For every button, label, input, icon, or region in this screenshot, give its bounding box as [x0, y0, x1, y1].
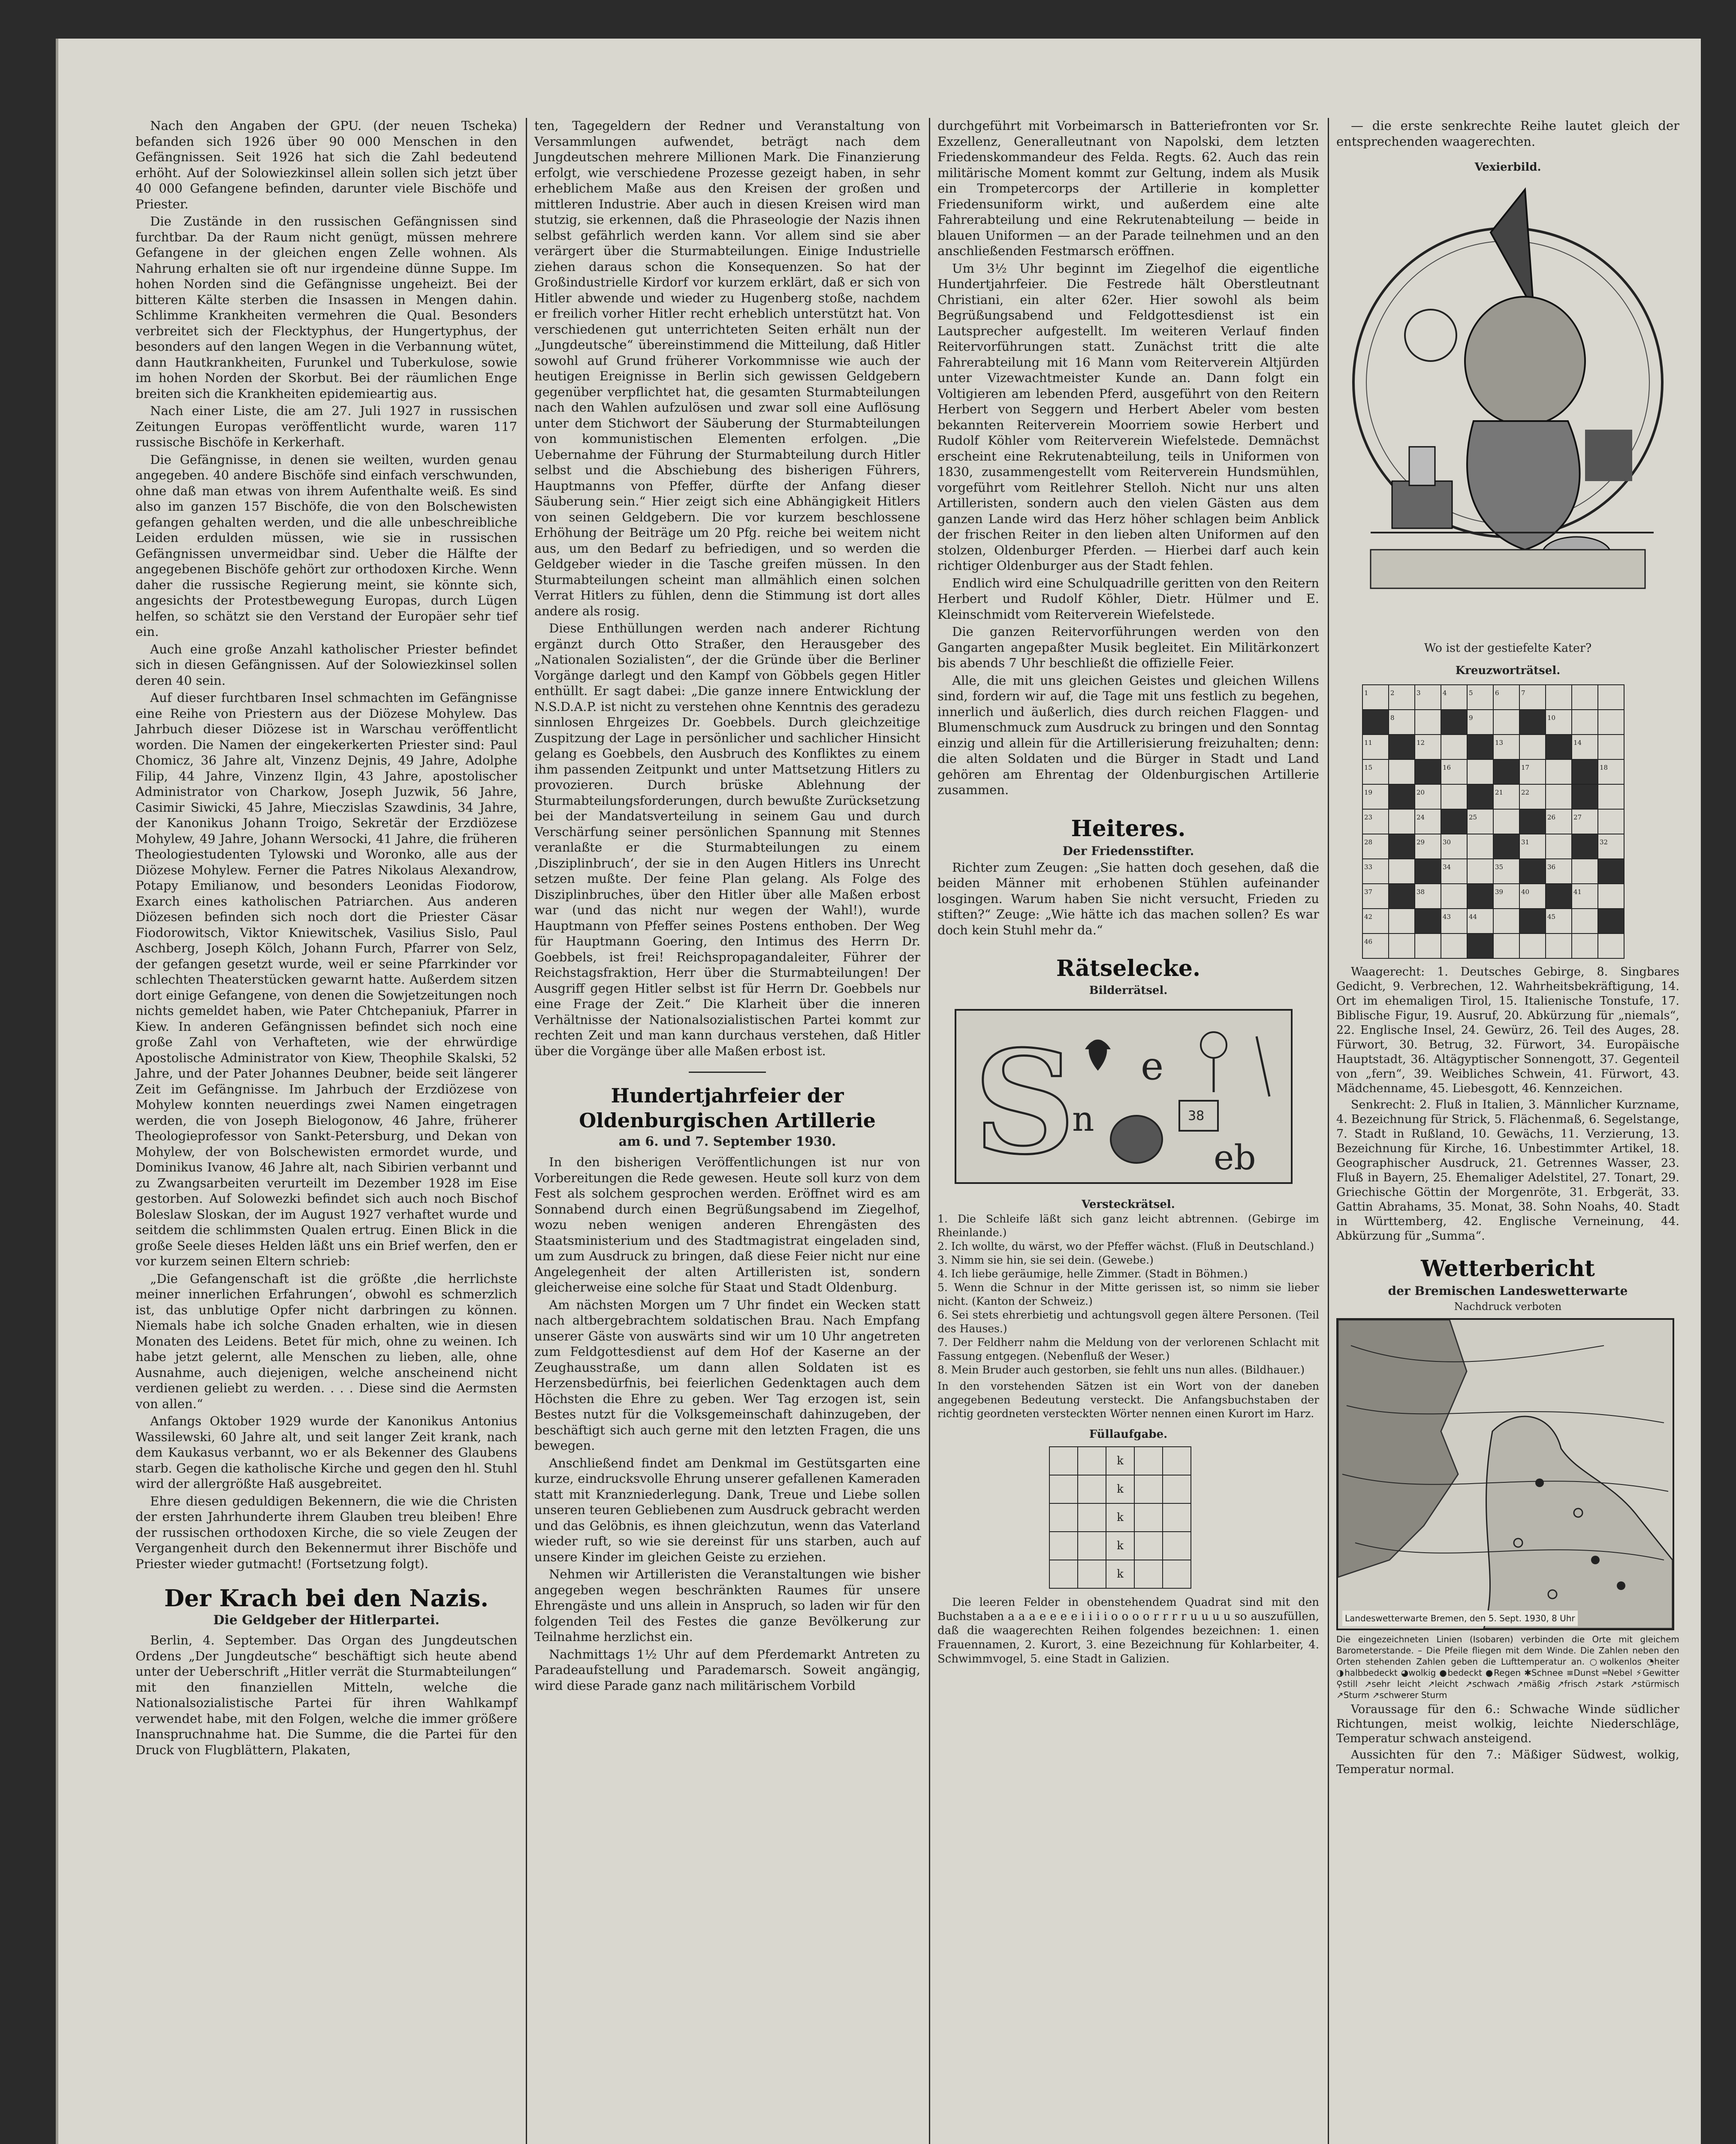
cell-number[interactable]: 25 — [1467, 809, 1493, 834]
cell-number[interactable]: 39 — [1493, 884, 1519, 909]
weather-subtitle: der Bremischen Landeswetterwarte — [1388, 1284, 1628, 1298]
col3-subheading-humor: Der Friedensstifter. — [1062, 843, 1194, 858]
cell-number[interactable]: 16 — [1441, 759, 1467, 784]
cell-number[interactable]: 6 — [1493, 685, 1519, 710]
cell-number[interactable]: 21 — [1493, 784, 1519, 809]
cell-number[interactable]: 20 — [1415, 784, 1441, 809]
crossword-across-clues: Waagerecht: 1. Deutsches Gebirge, 8. Singbares Gedicht, 9. Verbrechen, 12. Wahrheitsbekräftigung, 14. Ort im ehemaligen Tirol, 15. Italienische Tonstufe, 17. Biblische Figur, 19. Ausruf, 20. Abkürzung für „niemals“, 22. Englische Insel, 24. Gewürz, 26. Teil des Auges, 28. Fürwort, 30. Betrug, 32. Fürwort, 34. Europäische Hauptstadt, 36. Altägyptischer Sonnengott, 37. Gegenteil von „fern“, 39. Weibliches Schwein, 41. Fürwort, 43. Mädchenname, 45. Liebesgott, 46. Kennzeichen. — [1336, 965, 1679, 1095]
cell-number[interactable]: 4 — [1441, 685, 1467, 710]
svg-text:S: S — [973, 1019, 1076, 1182]
cell-number[interactable]: 2 — [1389, 685, 1415, 710]
vexier-image — [1345, 181, 1671, 640]
weather-title: Wetterbericht — [1421, 1256, 1595, 1282]
cell-number[interactable]: 10 — [1546, 710, 1572, 735]
cell-number[interactable]: 11 — [1362, 735, 1389, 759]
col3-paragraph-5: Alle, die mit uns gleichen Geistes und gleichen Willens sind, fordern wir auf, die Tage mit uns festlich zu begehen, innerlich und äußerlich, dies durch reichen Flaggen- und Blumenschmuck zum Ausdruck zu bringen und den Sonntag einzig und allein für die Artillerisierung freizuhalten; denn: die alten Soldaten und die Bürger in Stadt und Land gehören am Ehrentag der Oldenburgischen Artillerie zusammen. — [937, 673, 1319, 797]
col1-paragraph-8: Anfangs Oktober 1929 wurde der Kanonikus Antonius Wassilewski, 60 Jahre alt, und seit langer Zeit krank, nach dem Kaukasus verbannt, wo er als Bekenner des Glaubens starb. Gegen die katholische Kirche und gegen den hl. Stuhl wird der allergrößte Haß ausgebreitet. — [136, 1414, 517, 1491]
cell-number[interactable]: 18 — [1598, 759, 1624, 784]
col1-paragraph-2: Die Zustände in den russischen Gefängnissen sind furchtbar. Da der Raum nicht genügt, müssen mehrere Gefangene in der gleichen engen Zelle wohnen. Als Nahrung erhalten sie oft nur irgendeine dünne Suppe. Im hohen Norden sind die Gefängnisse ungeheizt. Bei der bitteren Kälte sterben die Insassen in Mengen dahin. Schlimme Krankheiten vermehren die Qual. Besonders verbreitet sich der Flecktyphus, der Hungertyphus, der besonders auf den langen Wegen in die Verbannung wütet, dann Hautkrankheiten, Furunkel und Tuberkulose, sowie im hohen Norden der Skorbut. Bei der räumlichen Enge breiten sich die Krankheiten epidemieartig aus. — [136, 214, 517, 401]
col2-tail-1: In den bisherigen Veröffentlichungen ist nur von Vorbereitungen die Rede gewesen. Heute soll kurz von dem Fest als solchem gesprochen werden. Eröffnet wird es am Sonnabend durch einen Begrüßungsabend im Ziegelhof, wozu neben wenigen anderen Ehrengästen des Staatsministerium und des Stadtmagistrat eingeladen sind, um zum Ausdruck zu bringen, daß diese Feier nicht nur eine Angelegenheit der alten Artilleristen ist, sondern gleicherweise eine solche für Staat und Stadt Oldenburg. — [534, 1155, 920, 1295]
col1-paragraph-4: Die Gefängnisse, in denen sie weilten, wurden genau angegeben. 40 andere Bischöfe sind einfach verschwunden, ohne daß man etwas von ihrem Aufenthalte weiß. Es sind also im ganzen 157 Bischöfe, die von den Bolschewisten gefangen gehalten werden, und die alle unbeschreibliche Leiden erdulden müssen, wie sie in russischen Gefängnissen unvermeidbar sind. Ueber die Hälfte der angegebenen Bischöfe gehört zur orthodoxen Kirche. Wenn daher die russische Regierung meint, sie könnte sich, angesichts der Protestbewegung Europas, durch Lügen helfen, so schätzt sie den Verstand der Europäer sehr tief ein. — [136, 452, 517, 639]
col3-paragraph-4: Die ganzen Reitervorführungen werden von den Gangarten angepaßter Musik begleitet. Ein Militärkonzert bis abends 7 Uhr beschließt die offizielle Feier. — [937, 624, 1319, 670]
col2-tail-3: Anschließend findet am Denkmal im Gestütsgarten eine kurze, eindrucksvolle Ehrung unserer gefallenen Kameraden statt mit Kranzniederlegung. Dank, Treue und Liebe sollen unseren teuren Gebliebenen zum Ausdruck gebracht werden und das Gelöbnis, es ihnen gleichzutun, wenn das Vaterland wieder ruft, so wie sie dereinst für uns starben, auch auf unsere Kinder im gleichen Geiste zu erziehen. — [534, 1455, 920, 1564]
col4-intro: — die erste senkrechte Reihe lautet gleich der entsprechenden waagerechten. — [1336, 118, 1679, 149]
cell-number[interactable]: 13 — [1493, 735, 1519, 759]
cell-number[interactable]: 29 — [1415, 834, 1441, 859]
cell-number[interactable]: 8 — [1389, 710, 1415, 735]
weather-forecast-7: Aussichten für den 7.: Mäßiger Südwest, wolkig, Temperatur normal. — [1336, 1748, 1679, 1776]
cell-number[interactable]: 35 — [1493, 859, 1519, 884]
cell-number[interactable]: 43 — [1441, 909, 1467, 933]
hidden-puzzle-item: 7. Der Feldherr nahm die Meldung von der verlorenen Schlacht mit Fassung entgegen. (Nebenfluß der Weser.) — [937, 1336, 1319, 1362]
hidden-puzzle-item: 1. Die Schleife läßt sich ganz leicht abtrennen. (Gebirge im Rheinlande.) — [937, 1213, 1319, 1239]
col1-paragraph-9: Ehre diesen geduldigen Bekennern, die wie die Christen der ersten Jahrhunderte ihrem Glauben treu bleiben! Ehre der russischen orthodoxen Kirche, die so viele Zeugen der Vergangenheit durch den Bekennermut ihrer Bischöfe und Priester wieder gutmacht! (Fortsetzung folgt). — [136, 1494, 517, 1571]
cell-number[interactable]: 30 — [1441, 834, 1467, 859]
cell-number[interactable]: 32 — [1598, 834, 1624, 859]
weather-forecast-6: Voraussage für den 6.: Schwache Winde südlicher Richtungen, meist wolkig, leichte Niederschläge, Temperatur schwach ansteigend. — [1336, 1703, 1679, 1745]
cell-number[interactable]: 27 — [1572, 809, 1598, 834]
hidden-puzzle-item: 8. Mein Bruder auch gestorben, sie fehlt uns nun alles. (Bildhauer.) — [937, 1364, 1305, 1376]
cell-number[interactable]: 40 — [1519, 884, 1546, 909]
cell-number[interactable]: 14 — [1572, 735, 1598, 759]
col3-paragraph-2: Um 3½ Uhr beginnt im Ziegelhof die eigentliche Hundertjahrfeier. Die Festrede hält Oberstleutnant Christiani, ein alter 62er. Hier sowohl als beim Begrüßungsabend und Feldgottesdienst ist ein Lautsprecher aufgestellt. Im weiteren Verlauf finden Reitervorführungen statt. Zunächst tritt die alte Fahrerabteilung mit 16 Mann vom Reiterverein Altjürden unter Vizewachtmeister Kunde an. Dann folgt ein Voltigieren am lebenden Pferd, ausgeführt von den Reitern Herbert von Seggern und Herbert Abeler vom besten bekannten Reiterverein Moorriem sowie Herbert und Rudolf Köhler vom Reiterverein Wiefelstede. Demnächst erscheint eine Rekrutenabteilung, teils in Uniformen von 1830, zusammengestellt vom Reiterverein Hundsmühlen, vorgeführt vom Reitlehrer Stelloh. Nicht nur uns alten Artilleristen, sondern auch den vielen Gästen aus dem ganzen Lande wird das Herz höher schlagen beim Anblick der frischen Reiter in den lieben alten Uniformen auf den stolzen, Oldenburger Pferden. — Hierbei darf auch kein richtiger Oldenburger aus der Stadt fehlen. — [937, 261, 1319, 573]
hidden-puzzle-item: 5. Wenn die Schnur in der Mitte gerissen ist, so nimm sie lieber nicht. (Kanton der Schweiz.) — [937, 1281, 1319, 1307]
fill-puzzle-note: Die leeren Felder in obenstehendem Quadrat sind mit den Buchstaben a a a e e e e i i i i o o o o r r r r u u u u so auszufüllen, daß die waagerechten Reihen folgendes bezeichnen: 1. einen Frauennamen, 2. Kurort, 3. eine Bezeichnung für Kohlarbeiter, 4. Schwimmvogel, 5. eine Stadt in Galizien. — [937, 1596, 1319, 1665]
newspaper-page — [56, 39, 1701, 2144]
col1-paragraph-7: „Die Gefangenschaft ist die größte ‚die herrlichste meiner innerlichen Erfahrungen‘, obwohl es schmerzlich ist, das unblutige Opfer nicht darbringen zu können. Niemals habe ich solche Gnaden erhalten, wie in diesen Monaten des Leidens. Betet für mich, ohne zu weinen. Ich habe jetzt gelernt, alle Menschen zu lieben, alle, ohne Ausnahme, auch diejenigen, welche anscheinend nicht verdienen geliebt zu werden. . . . Diese sind die Aermsten von allen.“ — [136, 1271, 517, 1411]
fill-puzzle-grid — [1049, 1446, 1319, 1589]
svg-text:eb: eb — [1214, 1138, 1256, 1177]
column-4 — [1336, 118, 1679, 1779]
col1-subheading: Die Geldgeber der Hitlerpartei. — [213, 1613, 440, 1628]
crossword-down-clues: Senkrecht: 2. Fluß in Italien, 3. Männlicher Kurzname, 4. Bezeichnung für Strick, 5. Flächenmaß, 6. Segelstange, 7. Stadt in Rußland, 10. Gewächs, 11. Verzierung, 13. Bezeichnung für Kirche, 16. Unbestimmter Artikel, 18. Geographischer Ausdruck, 21. Getrennes Wasser, 23. Fluß in Bayern, 25. Ehemaliger Adelstitel, 27. Tonart, 29. Griechische Göttin der Morgenröte, 31. Erbgerät, 33. Gattin Abrahams, 35. Monat, 38. Sohn Noahs, 40. Stadt in Württemberg, 42. Englische Verneinung, 44. Abkürzung für „Summa“. — [1336, 1098, 1679, 1243]
column-2 — [534, 118, 920, 1695]
cell-number[interactable]: 34 — [1441, 859, 1467, 884]
weather-legend: Die eingezeichneten Linien (Isobaren) verbinden die Orte mit gleichem Barometerstande. – Die Pfeile fliegen mit dem Winde. Die Zahlen neben den Orten stehenden Zahlen geben die Lufttemperatur an. ○wolkenlos ◔heiter ◑halbbedeckt ◕wolkig ●bedeckt ●Regen ✱Schnee ≡Dunst ═Nebel ⚡Gewitter ⚲still ↗sehr leicht ↗leicht ↗schwach ↗mäßig ↗frisch ↗stark ↗stürmisch ↗Sturm ↗schwerer Sturm — [1336, 1634, 1679, 1700]
svg-text:n: n — [1072, 1099, 1094, 1139]
vexier-drawing — [1345, 181, 1671, 640]
column-1 — [136, 118, 517, 1759]
cell-number[interactable]: 9 — [1467, 710, 1493, 735]
cell-number[interactable]: 3 — [1415, 685, 1441, 710]
weather-map-caption: Landeswetterwarte Bremen, den 5. Sept. 1930, 8 Uhr — [1342, 1611, 1578, 1626]
cell-number[interactable]: 42 — [1362, 909, 1389, 933]
picture-puzzle-image — [955, 1009, 1293, 1184]
cell-number[interactable]: 36 — [1546, 859, 1572, 884]
hidden-puzzle-item: 4. Ich liebe geräumige, helle Zimmer. (Stadt in Böhmen.) — [937, 1268, 1248, 1280]
hidden-puzzle-list — [937, 1212, 1319, 1421]
col2-paragraph-2: Diese Enthüllungen werden nach anderer Richtung ergänzt durch Otto Straßer, den Herausgeber des „Nationalen Sozialisten“, der die Gründe über die Berliner Vorgänge darlegt und den Kampf von Göbbels gegen Hitler enthüllt. Er sagt dabei: „Die ganze innere Entwicklung der N.S.D.A.P. ist nicht zu verstehen ohne Kenntnis des geradezu sinnlosen Ehrgeizes Dr. Goebbels. Durch gleichzeitige Zuspitzung der Lage in persönlicher und sachlicher Hinsicht gelang es Goebbels, den Ausbruch des Konfliktes zu einem ihm passenden Zeitpunkt und unter Mattsetzung Hitlers zu provozieren. Durch brüske Ablehnung der Sturmabteilungsforderungen, durch bewußte Zurücksetzung bei der Mandatsverteilung in seinem Gau und durch Verschärfung seiner persönlichen Spannung mit Stennes veranlaßte er die Sturmabteilungen zu einem ‚Disziplinbruch‘, der sie in den Augen Hitlers ins Unrecht setzen mußte. Der feine Plan gelang. Als Folge des Disziplinbruches, über den Hitler über alle Maßen erbost war (und das nicht nur wegen der Wahl!), wurde Hauptmann von Pfeffer seines Postens enthoben. Der Weg für Hauptmann Goering, den Intimus des Herrn Dr. Goebbels, ist frei! Reichspropagandaleiter, Führer der Reichstagsfraktion, Herr über die Sturmabteilungen! Der Ausgriff gegen Hitler selbst ist für Herrn Dr. Goebbels nur eine Frage der Zeit.“ Die Klarheit über die inneren Verhältnisse der Nationalsozialistischen Partei kommt zur rechten Zeit und man kann durchaus verstehen, daß Hitler über die Vorgänge über alle Maßen erbost ist. — [534, 621, 920, 1058]
fill-puzzle-title: Füllaufgabe. — [1089, 1428, 1168, 1441]
vexier-title: Vexierbild. — [1474, 161, 1541, 174]
cell-number[interactable]: 24 — [1415, 809, 1441, 834]
column-rule-1 — [526, 118, 527, 2144]
hidden-puzzle-title: Versteckrätsel. — [1082, 1198, 1175, 1211]
col2-tail-5: Nachmittags 1½ Uhr auf dem Pferdemarkt Antreten zu Paradeaufstellung und Parademarsch. Soweit angängig, wird diese Parade ganz nach militärischem Vorbild — [534, 1647, 920, 1693]
cell-number[interactable]: 19 — [1362, 784, 1389, 809]
cell-number[interactable]: 1 — [1362, 685, 1389, 710]
vexier-caption: Wo ist der gestiefelte Kater? — [1424, 641, 1592, 655]
col3-heading-puzzles: Rätselecke. — [1056, 955, 1201, 982]
cell-number[interactable]: 17 — [1519, 759, 1546, 784]
cell-number[interactable]: 15 — [1362, 759, 1389, 784]
weather-map-drawing — [1338, 1320, 1673, 1629]
col3-paragraph-3: Endlich wird eine Schulquadrille geritten von den Reitern Herbert und Rudolf Köhler, Dietr. Hülmer und E. Kleinschmidt vom Reiterverein Wiefelstede. — [937, 575, 1319, 622]
cell-number[interactable]: 46 — [1362, 933, 1389, 958]
fill-letter: k — [1106, 1447, 1134, 1475]
cell-number[interactable]: 31 — [1519, 834, 1546, 859]
col2-divider — [689, 1072, 766, 1073]
col2-tail-2: Am nächsten Morgen um 7 Uhr findet ein Wecken statt nach altbergebrachtem soldatischen Brau. Nach Empfang unserer Gäste von auswärts sind wir um 10 Uhr angetreten zum Feldgottesdienst auf dem Hof der Kaserne an der Zeughausstraße, um dann allen Soldaten ist es Herzensbedürfnis, bei feierlichen Gedenktagen auch dem Höchsten die Ehre zu geben. Wer Tag erzogen ist, sein Bestes nutzt für die Volksgemeinschaft dahinzugeben, der beschäftigt sich auch gerne mit den letzten Fragen, die uns bewegen. — [534, 1297, 920, 1453]
col3-paragraph-1: durchgeführt mit Vorbeimarsch in Batteriefronten vor Sr. Exzellenz, Generalleutnant von Napolski, dem letzten Friedenskommandeur des Felda. Regts. 62. Auch das rein militärische Moment kommt zur Geltung, indem als Musik ein Trompetercorps der Artillerie in kompletter Friedensuniform wirkt, und außerdem eine alte Fahrerabteilung und eine Rekrutenabteilung — beide in blauen Uniformen — an der Parade teilnehmen und an den anschließenden Festmarsch eröffnen. — [937, 118, 1319, 258]
fill-letter: k — [1106, 1560, 1134, 1588]
col1-heading: Der Krach bei den Nazis. — [164, 1584, 489, 1612]
hidden-puzzle-item: 6. Sei stets ehrerbietig und achtungsvoll gegen ältere Personen. (Teil des Hauses.) — [937, 1309, 1319, 1335]
col2-subheading: am 6. und 7. September 1930. — [618, 1134, 836, 1149]
fill-letter: k — [1106, 1475, 1134, 1503]
weather-map — [1336, 1318, 1674, 1630]
hidden-puzzle-item: 2. Ich wollte, du wärst, wo der Pfeffer wächst. (Fluß in Deutschland.) — [937, 1240, 1314, 1253]
cell-number[interactable]: 41 — [1572, 884, 1598, 909]
col1-paragraph-6: Auf dieser furchtbaren Insel schmachten im Gefängnisse eine Reihe von Priestern aus der Diözese Mohylew. Das Jahrbuch dieser Diözese ist in Warschau veröffentlicht worden. Die Namen der eingekerkerten Priester sind: Paul Chomicz, 36 Jahre alt, Vinzenz Dejnis, 49 Jahre, Adolphe Filip, 44 Jahre, Vinzenz Ilgin, 43 Jahre, apostolischer Administrator von Charkow, Joseph Juzwik, 56 Jahre, Casimir Siwicki, 45 Jahre, Mieczislas Szawdinis, 34 Jahre, der Kanonikus Johann Troigo, Sekretär der Erzdiözese Mohylew, 49 Jahre, Johann Wersocki, 41 Jahre, die früheren Theologiestudenten Tylowski und Woronko, alle aus der Diözese Mohylew. Ferner die Patres Nikolaus Alexandrow, Potapy Emilianow, und besonders Leonidas Fiodorow, Exarch eines katholischen Patriarchen. Aus anderen Diözesen befinden sich noch dort die Priester Cäsar Fiodorowitsch, Viktor Kniewitschek, Vasilius Sislo, Paul Aschberg, Joseph Kölch, Johann Furch, Pfarrer von Selz, der gefangen gesetzt wurde, weil er seine Pfarrkinder vor schlechten Theaterstücken gewarnt hatte. Außerdem sitzen dort einige Gefangene, von denen die Sowjetzeitungen noch nichts gemeldet haben, wie Pater Chtchepaniuk, Pfarrer in Kiew. In anderen Gefängnissen befindet sich noch eine große Zahl von Verhafteten, wie der ehrwürdige Apostolische Administrator von Kiew, Theophile Skalski, 52 Jahre, und der Pater Johannes Deubner, beide seit längerer Zeit im Gefängnisse. Im Jahrbuch der Erzdiözese von Mohylew konnten neuerdings zwei Namen eingetragen werden, die von Joseph Bielogonow, 46 Jahre, früherer Theologieprofessor von Sankt-Petersburg, und Dekan von Mohylew, der von Bolschewisten ermordet wurde, und Dominikus Ivanow, 46 Jahre alt, nach Sibirien verbannt und zu Zwangsarbeiten verurteilt im Dezember 1928 im Eise gestorben. Auf Solowezki befindet sich auch noch Bischof Boleslaw Sloskan, der im August 1927 verhaftet wurde und seitdem die schlimmsten Qualen ertrug. Einen Blick in die große Seele dieses Helden läßt uns ein Brief werfen, den er vor kurzem seinen Eltern schrieb: — [136, 690, 517, 1268]
col3-subheading-picture-puzzle: Bilderrätsel. — [1089, 984, 1168, 997]
hidden-puzzle-note: In den vorstehenden Sätzen ist ein Wort von der daneben angegebenen Bedeutung versteckt. Die Anfangsbuchstaben der richtig geordneten versteckten Wörter nennen einen Kurort im Harz. — [937, 1380, 1319, 1420]
weather-reprint-note: Nachdruck verboten — [1454, 1301, 1562, 1313]
col3-humor-text: Richter zum Zeugen: „Sie hatten doch gesehen, daß die beiden Männer mit erhobenen Stühlen aufeinander losgingen. Warum haben Sie nicht versucht, Frieden zu stiften?“ Zeuge: „Wie hätte ich das machen sollen? Es war doch kein Stuhl mehr da.“ — [937, 860, 1319, 937]
cell-number[interactable]: 28 — [1362, 834, 1389, 859]
col1-paragraph-5: Auch eine große Anzahl katholischer Priester befindet sich in diesen Gefängnissen. Auf der Solowiezkinsel sollen deren 40 sein. — [136, 641, 517, 688]
crossword-grid — [1362, 684, 1679, 959]
col2-paragraph-1: ten, Tagegeldern der Redner und Veranstaltung von Versammlungen aufwendet, beträgt nach dem Jungdeutschen mehrere Millionen Mark. Die Finanzierung erfolgt, wie verschiedene Prozesse gezeigt haben, in sehr erheblichem Maße aus den Kreisen der großen und mittleren Industrie. Aber auch in diesen Kreisen wird man stutzig, sie erkennen, daß die Phraseologie der Nazis ihnen selbst gefährlich werden kann. Vor allem sind sie aber verärgert über die Sturmabteilungen. Einige Industrielle ziehen daraus schon die Konsequenzen. So hat der Großindustrielle Kirdorf vor kurzem erklärt, daß er sich von Hitler abwende und wieder zu Hugenberg stoße, nachdem er freilich vorher Hitler recht erheblich unterstützt hat. Von verschiedenen gut unterrichteten Seiten erhält nun der „Jungdeutsche“ übereinstimmend die Mitteilung, daß Hitler sowohl auf Grund früherer Vorkommnisse wie auch der heutigen Ereignisse in Berlin sich gewissen Geldgebern gegenüber verpflichtet hat, die gesamten Sturmabteilungen nach den Wahlen aufzulösen und zwar soll eine Auflösung unter dem Stichwort der Säuberung der Sturmabteilungen von kommunistischen Elementen erfolgen. „Die Uebernahme der Führung der Sturmabteilung durch Hitler selbst und die Abschiebung des bisherigen Führers, Hauptmanns von Pfeffer, dürfte der Anfang dieser Säuberung sein.“ Hier zeigt sich eine Abhängigkeit Hitlers von seinen Geldgebern. Die vor kurzem beschlossene Erhöhung der Beiträge um 20 Pfg. reiche bei weitem nicht aus, um den Bedarf zu befriedigen, und so werden die Geldgeber wieder in die Tasche greifen müssen. In den Sturmabteilungen scheint man allmählich einen solchen Verrat Hitlers zu fühlen, denn die Stimmung ist dort alles andere als rosig. — [534, 118, 920, 618]
svg-text:e: e — [1141, 1044, 1164, 1089]
cell-number[interactable]: 22 — [1519, 784, 1546, 809]
cell-number[interactable]: 12 — [1415, 735, 1441, 759]
svg-text:38: 38 — [1188, 1108, 1205, 1123]
cell-number[interactable]: 7 — [1519, 685, 1546, 710]
fill-letter: k — [1106, 1532, 1134, 1560]
col1-paragraph-1: Nach den Angaben der GPU. (der neuen Tscheka) befanden sich 1926 über 90 000 Menschen in den Gefängnissen. Seit 1926 hat sich die Zahl bedeutend erhöht. Auf der Solowiezkinsel allein sollen sich jetzt über 40 000 Gefangene befinden, darunter viele Bischöfe und Priester. — [136, 118, 517, 211]
hidden-puzzle-item: 3. Nimm sie hin, sie sei dein. (Gewebe.) — [937, 1254, 1154, 1266]
column-rule-3 — [1328, 118, 1329, 2144]
cell-number[interactable]: 38 — [1415, 884, 1441, 909]
col2-tail-4: Nehmen wir Artilleristen die Veranstaltungen wie bisher angegeben wegen beschränkten Raumes für unsere Ehrengäste und uns allein in Anspruch, so laden wir für den folgenden Teil des Festes die ganze Bevölkerung zur Teilnahme herzlichst ein. — [534, 1567, 920, 1644]
cell-number[interactable]: 33 — [1362, 859, 1389, 884]
cell-number[interactable]: 26 — [1546, 809, 1572, 834]
col3-heading-humor: Heiteres. — [1071, 815, 1186, 842]
fill-letter: k — [1106, 1503, 1134, 1532]
crossword-title: Kreuzworträtsel. — [1455, 664, 1561, 677]
cell-number[interactable]: 44 — [1467, 909, 1493, 933]
picture-puzzle-drawing — [956, 1011, 1291, 1182]
cell-number[interactable]: 37 — [1362, 884, 1389, 909]
cell-number[interactable]: 23 — [1362, 809, 1389, 834]
column-3 — [937, 118, 1319, 1668]
col2-heading: Hundertjahrfeier der Oldenburgischen Artillerie — [579, 1084, 876, 1132]
cell-number[interactable]: 5 — [1467, 685, 1493, 710]
cell-number[interactable]: 45 — [1546, 909, 1572, 933]
col1-tail: Berlin, 4. September. Das Organ des Jungdeutschen Ordens „Der Jungdeutsche“ beschäftigt sich heute abend unter der Ueberschrift „Hitler verrät die Sturmabteilungen“ mit den finanziellen Mitteln, welche die Nationalsozialistische Partei für ihren Wahlkampf verwendet habe, mit den Folgen, welche die immer größere Inanspruchnahme hat. Die Summe, die die Partei für den Druck von Flugblättern, Plakaten, — [136, 1633, 517, 1757]
col1-paragraph-3: Nach einer Liste, die am 27. Juli 1927 in russischen Zeitungen Europas veröffentlicht wurde, waren 117 russische Bischöfe in Kerkerhaft. — [136, 404, 517, 449]
column-rule-2 — [929, 118, 930, 2144]
